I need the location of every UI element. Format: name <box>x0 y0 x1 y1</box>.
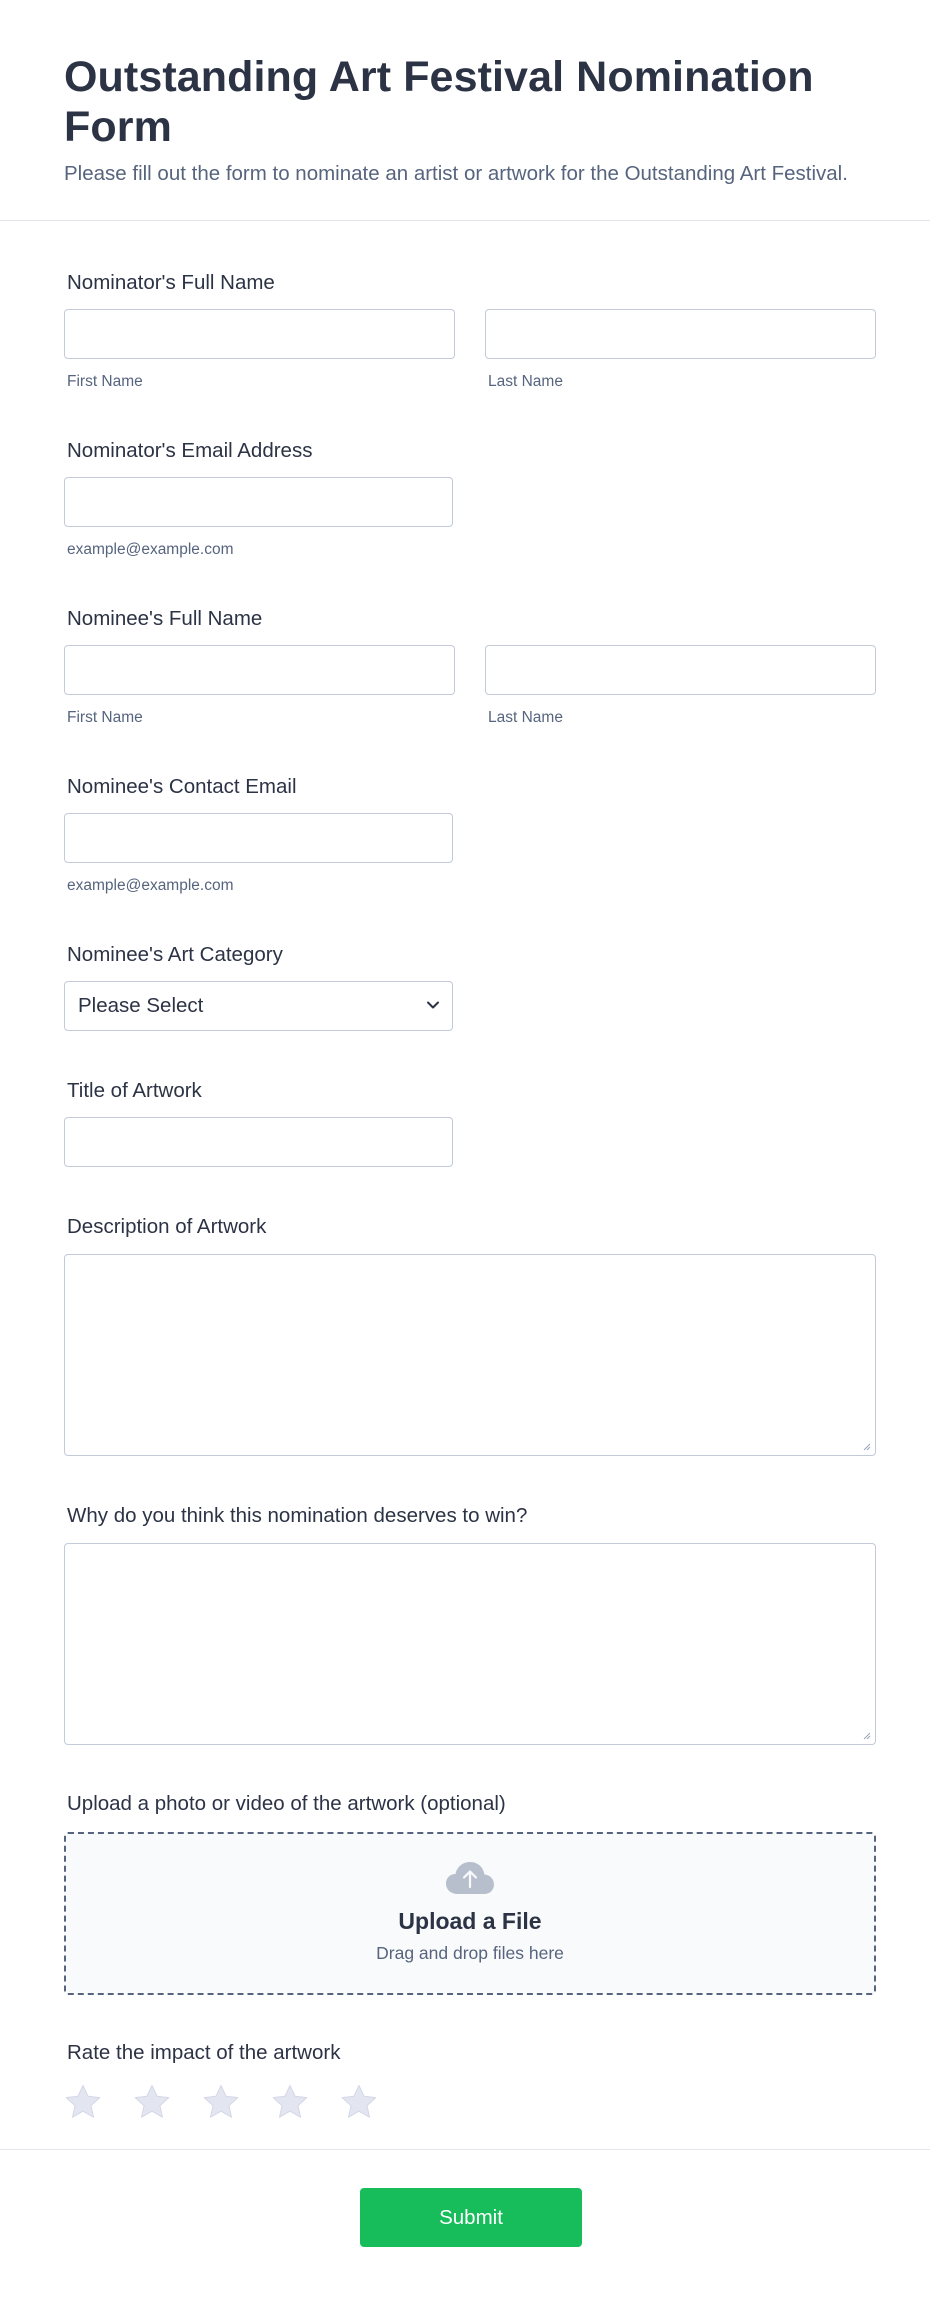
why-win-label: Why do you think this nomination deserves to win? <box>67 1504 528 1527</box>
art-category-label: Nominee's Art Category <box>67 943 283 966</box>
star-icon[interactable] <box>64 2083 102 2121</box>
art-category-select[interactable] <box>64 981 453 1031</box>
why-win-field <box>64 1502 876 1745</box>
upload-label: Upload a photo or video of the artwork (optional) <box>67 1792 506 1815</box>
artwork-title-input[interactable] <box>64 1117 453 1167</box>
art-category-selected-value: Please Select <box>78 994 204 1017</box>
upload-title: Upload a File <box>398 1908 542 1934</box>
upload-field <box>64 1790 876 1995</box>
nominee-name-field <box>64 605 876 727</box>
upload-hint: Drag and drop files here <box>376 1943 564 1963</box>
star-rating <box>64 2083 876 2121</box>
nominator-email-input[interactable] <box>64 477 453 527</box>
artwork-description-field <box>64 1213 876 1456</box>
resize-grip-icon[interactable] <box>861 1730 871 1740</box>
nominator-first-name-sublabel: First Name <box>67 373 143 390</box>
art-category-field <box>64 941 876 1031</box>
nominator-last-name-sublabel: Last Name <box>488 373 563 390</box>
star-icon[interactable] <box>133 2083 171 2121</box>
nominee-email-input[interactable] <box>64 813 453 863</box>
artwork-description-label: Description of Artwork <box>67 1215 267 1238</box>
chevron-down-icon <box>425 997 441 1013</box>
artwork-title-label: Title of Artwork <box>67 1079 202 1102</box>
page-title: Outstanding Art Festival Nomination Form <box>64 53 814 151</box>
nominee-last-name-input[interactable] <box>485 645 876 695</box>
nominator-first-name-input[interactable] <box>64 309 455 359</box>
artwork-title-field <box>64 1077 876 1167</box>
nominee-name-label: Nominee's Full Name <box>67 607 263 630</box>
nominator-email-field <box>64 437 876 559</box>
star-icon[interactable] <box>340 2083 378 2121</box>
nominee-email-field <box>64 773 876 895</box>
nominee-last-name-sublabel: Last Name <box>488 709 563 726</box>
page-subtitle: Please fill out the form to nominate an artist or artwork for the Outstanding Art Festival. <box>64 162 848 185</box>
star-icon[interactable] <box>202 2083 240 2121</box>
rating-field <box>64 2039 876 2121</box>
nominee-first-name-sublabel: First Name <box>67 709 143 726</box>
file-upload-dropzone[interactable] <box>64 1832 876 1995</box>
nominee-first-name-input[interactable] <box>64 645 455 695</box>
nominee-email-label: Nominee's Contact Email <box>67 775 297 798</box>
rating-label: Rate the impact of the artwork <box>67 2041 341 2064</box>
form-header <box>0 0 930 221</box>
artwork-description-textarea[interactable] <box>64 1254 876 1456</box>
nominator-email-sublabel: example@example.com <box>67 541 234 558</box>
why-win-textarea[interactable] <box>64 1543 876 1745</box>
nominee-email-sublabel: example@example.com <box>67 877 234 894</box>
resize-grip-icon[interactable] <box>861 1441 871 1451</box>
star-icon[interactable] <box>271 2083 309 2121</box>
nominator-name-label: Nominator's Full Name <box>67 271 275 294</box>
cloud-upload-icon <box>445 1860 495 1896</box>
nominator-last-name-input[interactable] <box>485 309 876 359</box>
submit-button[interactable]: Submit <box>360 2188 582 2247</box>
nominator-name-field <box>64 269 876 391</box>
form-footer <box>0 2149 930 2298</box>
nominator-email-label: Nominator's Email Address <box>67 439 313 462</box>
